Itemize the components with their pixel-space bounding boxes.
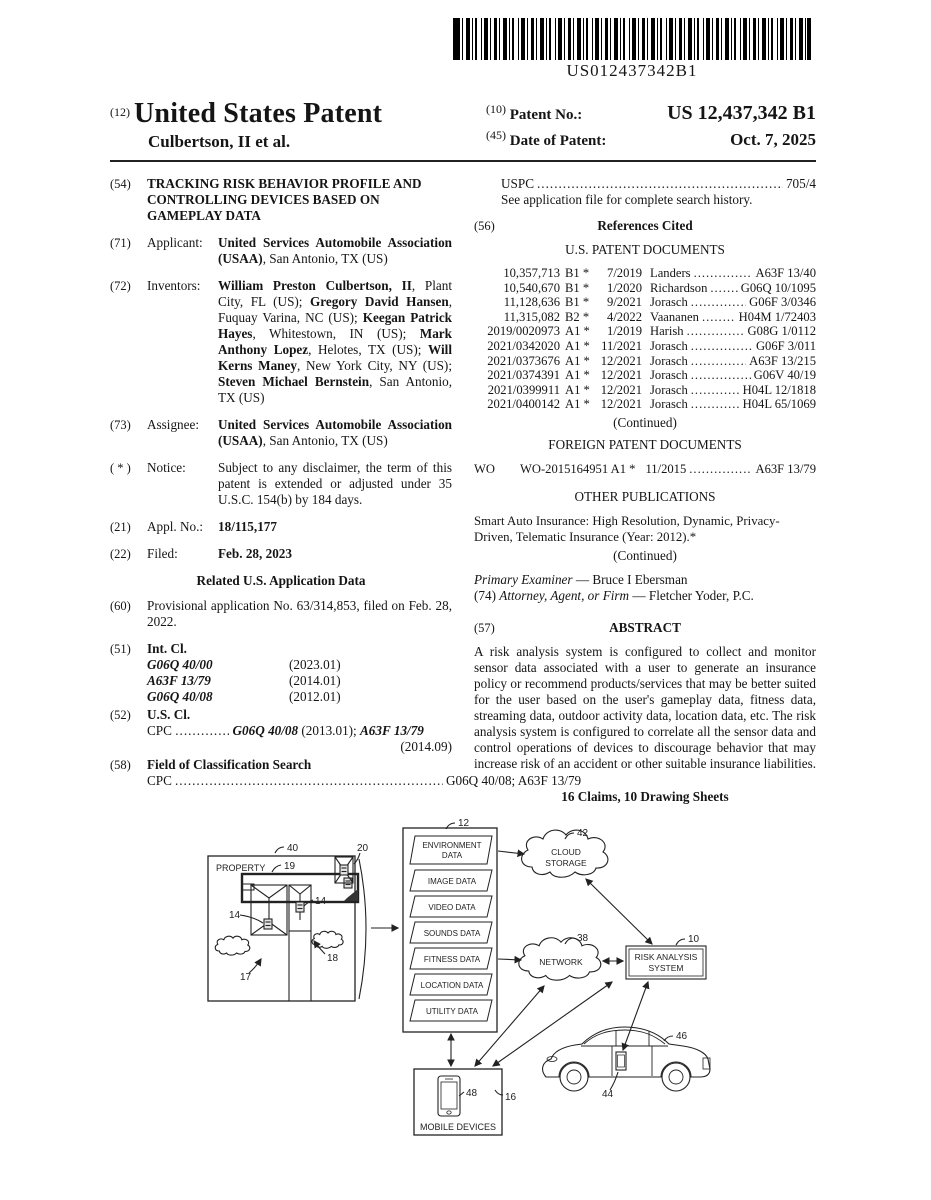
- ref-class: H04M 1/72403: [738, 309, 816, 324]
- references-cited-heading: [474, 218, 816, 234]
- ref-number: 11,128,636: [503, 295, 560, 310]
- svg-text:UTILITY DATA: UTILITY DATA: [425, 1007, 479, 1016]
- ref-kind: B1 *: [565, 295, 590, 310]
- mobile-devices-node: [414, 1069, 517, 1135]
- filed-label: Filed:: [147, 546, 178, 561]
- dot-leader: [687, 324, 745, 339]
- dot-leader: [689, 461, 752, 477]
- ref-date: 4/2022: [607, 309, 642, 324]
- examiner-name: Bruce I Ebersman: [592, 571, 688, 587]
- field-58: (58): [110, 758, 131, 772]
- dot-leader: [175, 773, 443, 789]
- abstract-title: ABSTRACT: [609, 619, 681, 635]
- table-row: [474, 295, 816, 310]
- barcode-block: [453, 18, 811, 81]
- ref-date: 12/2021: [600, 382, 642, 397]
- fos-entry: [110, 757, 582, 789]
- ref-number: 2021/0374391: [487, 368, 560, 383]
- ref-kind: A1 *: [565, 338, 590, 353]
- databox-to-cloud-arrow: [498, 851, 524, 854]
- patent-no-code: (10): [486, 102, 506, 116]
- ref-class: A63F 13/40: [755, 266, 816, 280]
- car-icon: [543, 1027, 710, 1100]
- ref-44: 44: [602, 1089, 614, 1100]
- databox-to-network-arrow: [498, 959, 521, 960]
- foreign-patent-documents-heading: FOREIGN PATENT DOCUMENTS: [548, 436, 742, 452]
- ref-number: 2021/0399911: [487, 382, 560, 397]
- intcl-entry: [110, 641, 452, 705]
- ref-name: Harish: [650, 324, 684, 339]
- appl-no-entry: [110, 519, 452, 535]
- dot-leader: [175, 723, 229, 739]
- related-data-text: Provisional application No. 63/314,853, filed on Feb. 28, 2022.: [147, 598, 452, 629]
- assignee-value: [218, 417, 452, 449]
- abstract-heading: [474, 620, 816, 636]
- foreign-doc-number: WO-2015164951 A1 *: [520, 461, 636, 476]
- cloud-storage-node: [522, 828, 608, 877]
- uscl-code: G06Q 40/08: [232, 723, 299, 738]
- ref-20: 20: [357, 843, 369, 854]
- leader-arrow: [249, 959, 261, 973]
- intcl-code: G06Q 40/08: [147, 689, 213, 704]
- ref-12: 12: [458, 818, 470, 829]
- cloud-storage-label: STORAGE: [545, 858, 587, 868]
- appl-no: 18/115,177: [218, 519, 277, 534]
- ref-kind: A1 *: [565, 382, 590, 397]
- inventors-value: [218, 278, 452, 406]
- dot-leader: [691, 354, 746, 369]
- assignee-entry: [110, 417, 452, 449]
- examiner-label: Primary Examiner: [474, 571, 573, 587]
- ref-date: 9/2021: [607, 295, 642, 310]
- inventor-location: , San Antonio, TX (US): [218, 374, 453, 405]
- attorney-name: Fletcher Yoder, P.C.: [648, 587, 754, 603]
- ref-46: 46: [676, 1031, 688, 1042]
- claims-drawing-sheets-line: 16 Claims, 10 Drawing Sheets: [561, 788, 729, 804]
- dot-leader: [691, 368, 751, 383]
- ref-date: 7/2019: [607, 266, 642, 280]
- svg-text:FITNESS DATA: FITNESS DATA: [423, 955, 481, 964]
- ref-14: 14: [229, 910, 241, 921]
- dot-leader: [691, 339, 753, 354]
- foreign-ref-row: [474, 461, 816, 477]
- inventors-label: Inventors:: [147, 278, 201, 293]
- leader-line: [275, 847, 284, 853]
- cloud-storage-label: CLOUD: [551, 847, 581, 857]
- ref-date: 12/2021: [600, 353, 642, 368]
- ref-class: G06V 40/19: [753, 368, 816, 383]
- assignee-label: Assignee:: [147, 417, 200, 432]
- kind-code: (12): [110, 105, 130, 119]
- house-icon: [289, 885, 311, 931]
- dot-leader: [710, 281, 737, 296]
- continued-note: (Continued): [613, 414, 677, 430]
- table-row: [474, 339, 816, 354]
- ref-date: 12/2021: [600, 397, 642, 412]
- field-74: (74): [474, 587, 496, 603]
- notice-entry: [110, 460, 452, 508]
- patent-no-label: Patent No.:: [509, 107, 583, 123]
- ref-number: 2021/0342020: [487, 338, 560, 353]
- svg-text:IMAGE DATA: IMAGE DATA: [427, 877, 477, 886]
- table-row: [474, 383, 816, 398]
- notice-text: Subject to any disclaimer, the term of this patent is extended or adjusted under 35 U.S.C. 154(b) by 184 days.: [218, 460, 452, 507]
- ref-name: Jorasch: [650, 368, 688, 383]
- see-application-line: See application file for complete search history.: [501, 192, 753, 207]
- fos-cpc-label: CPC: [147, 773, 172, 788]
- uscl-entry: [110, 707, 452, 755]
- date-of-patent: Oct. 7, 2025: [730, 130, 816, 149]
- inventor-location: , Whitestown, IN (US);: [252, 326, 420, 341]
- dot-leader: [691, 383, 740, 398]
- intcl-body: [147, 641, 452, 705]
- driveway: [289, 931, 311, 1001]
- ref-number: 11,315,082: [503, 309, 560, 324]
- field-60: (60): [110, 599, 131, 613]
- inventor-location: , Plant City, FL (US);: [218, 278, 453, 309]
- uscl-continuation: (2014.09): [400, 739, 452, 754]
- intcl-year: (2014.01): [289, 673, 341, 688]
- date-code: (45): [486, 128, 506, 142]
- svg-text:VIDEO DATA: VIDEO DATA: [428, 903, 476, 912]
- other-publications-heading: OTHER PUBLICATIONS: [574, 488, 716, 504]
- applicant-name: United Services Automobile Association (USAA): [218, 235, 452, 266]
- leader-line: [676, 939, 685, 945]
- us-patent-documents-heading: U.S. PATENT DOCUMENTS: [565, 242, 725, 257]
- ref-kind: A1 *: [565, 368, 590, 383]
- ref-name: Richardson: [650, 280, 708, 295]
- figure-drawing: [195, 818, 740, 1155]
- ref-kind: A1 *: [565, 353, 590, 368]
- separator: —: [629, 587, 649, 603]
- ref-name: Jorasch: [650, 338, 688, 353]
- sensor-icon: [296, 902, 304, 912]
- table-row: [474, 354, 816, 369]
- foreign-date: 11/2015: [645, 461, 687, 476]
- appl-no-value: [218, 519, 452, 535]
- field-57: (57): [474, 620, 495, 635]
- ref-class: G06F 3/0346: [749, 295, 816, 310]
- inventor-name: Steven Michael Bernstein: [218, 374, 370, 389]
- network-label: NETWORK: [539, 957, 583, 967]
- table-row: [474, 266, 816, 281]
- attorney-label: Attorney, Agent, or Firm: [499, 587, 630, 603]
- field-72: (72): [110, 279, 131, 293]
- inventors-entry: [110, 278, 452, 406]
- applicant-value: [218, 235, 452, 267]
- first-inventor-line: Culbertson, II et al.: [148, 132, 291, 151]
- inventor-name: Will Kerns Maney: [218, 342, 452, 373]
- separator: —: [572, 571, 593, 587]
- leader-line: [272, 865, 281, 872]
- ref-date: 1/2020: [607, 280, 642, 295]
- intcl-row: [147, 657, 452, 673]
- risk-analysis-system-node: [626, 934, 706, 979]
- intcl-row: [147, 673, 452, 689]
- ref-date: 1/2019: [607, 324, 642, 339]
- dot-leader: [691, 295, 746, 310]
- leader-line: [610, 1072, 618, 1090]
- property-box: [208, 843, 398, 1001]
- svg-text:ENVIRONMENTDATA: ENVIRONMENT DATA: [422, 841, 482, 860]
- ref-38: 38: [577, 933, 589, 944]
- inventor-name: William Preston Culbertson, II: [218, 278, 412, 293]
- applicant-location: , San Antonio, TX (US): [262, 251, 388, 266]
- right-column: [474, 176, 816, 805]
- ref-name: Landers: [650, 266, 691, 280]
- intcl-year: (2012.01): [289, 689, 341, 704]
- table-row: [474, 397, 816, 412]
- ref-kind: B1 *: [565, 280, 590, 295]
- ref-class: H04L 12/1818: [742, 382, 816, 397]
- ref-class: G08G 1/0112: [747, 324, 816, 339]
- ref-kind: A1 *: [565, 397, 590, 412]
- foreign-country: WO: [474, 461, 495, 476]
- ref-name: Jorasch: [650, 295, 688, 310]
- ref-date: 12/2021: [600, 368, 642, 383]
- assignee-location: , San Antonio, TX (US): [262, 433, 388, 448]
- body-columns: [110, 176, 816, 805]
- tree-icon: [312, 931, 343, 948]
- ref-42: 42: [577, 828, 589, 839]
- table-row: [474, 368, 816, 383]
- network-node: [519, 933, 601, 980]
- car-phone-icon: [616, 1052, 626, 1070]
- sensor-data-box: [403, 818, 497, 1032]
- ref-name: Vaananen: [650, 309, 699, 324]
- dot-leader: [537, 176, 783, 192]
- uspc-block: [474, 176, 816, 208]
- ref-19: 19: [284, 861, 296, 872]
- ref-class: G06F 3/011: [755, 338, 816, 353]
- ref-16: 16: [505, 1092, 517, 1103]
- table-row: [474, 281, 816, 296]
- field-21: (21): [110, 520, 131, 534]
- uscl-code: A63F 13/79: [360, 723, 424, 738]
- field-51: (51): [110, 642, 131, 656]
- continued-note: (Continued): [613, 547, 677, 563]
- related-data-entry: [110, 598, 452, 630]
- header-divider: [110, 160, 816, 162]
- related-data-heading: Related U.S. Application Data: [196, 573, 366, 588]
- field-71: (71): [110, 236, 131, 250]
- attorney-line: [474, 588, 816, 604]
- dot-leader: [702, 310, 736, 325]
- filed-date: Feb. 28, 2023: [218, 546, 292, 561]
- intcl-row: [147, 689, 452, 705]
- inventor-name: Gregory David Hansen: [310, 294, 449, 309]
- title-entry: [110, 176, 452, 224]
- us-references-table: [474, 266, 816, 412]
- field-22: (22): [110, 547, 131, 561]
- applicant-entry: [110, 235, 452, 267]
- tree-icon: [215, 936, 250, 955]
- property-bracket: [359, 859, 366, 999]
- ref-kind: A1 *: [565, 324, 590, 339]
- field-73: (73): [110, 418, 131, 432]
- intcl-code: A63F 13/79: [147, 673, 211, 688]
- header-right: [486, 102, 816, 150]
- ref-kind: B1 *: [565, 266, 590, 280]
- ref-number: 2019/0020973: [487, 324, 560, 339]
- risk-label: RISK ANALYSIS: [634, 952, 698, 962]
- risk-label: SYSTEM: [648, 963, 684, 973]
- table-row: [474, 310, 816, 325]
- house-icon: [251, 885, 287, 935]
- ref-class: H04L 65/1069: [742, 397, 816, 412]
- foreign-class: A63F 13/79: [755, 461, 816, 476]
- intcl-label: Int. Cl.: [147, 641, 187, 656]
- invention-title: TRACKING RISK BEHAVIOR PROFILE AND CONTROLLING DEVICES BASED ON GAMEPLAY DATA: [147, 176, 422, 223]
- ref-18: 18: [327, 953, 339, 964]
- dot-leader: [691, 397, 740, 412]
- uscl-label: U.S. Cl.: [147, 707, 191, 722]
- dot-leader: [694, 266, 753, 281]
- intcl-code: G06Q 40/00: [147, 657, 213, 672]
- patent-number: US 12,437,342 B1: [667, 102, 816, 124]
- cloud-risk-arrow: [586, 879, 652, 944]
- fos-value: G06Q 40/08; A63F 13/79: [445, 773, 582, 788]
- date-of-patent-label: Date of Patent:: [509, 133, 607, 149]
- svg-text:LOCATION DATA: LOCATION DATA: [420, 981, 484, 990]
- ref-40: 40: [287, 843, 299, 854]
- uspc-label: USPC: [501, 176, 534, 191]
- barcode-text: US012437342B1: [566, 61, 698, 80]
- abstract-text: A risk analysis system is configured to collect and monitor sensor data associated with a user to generate an insurance policy or recommend products/services that may be better suited for the user based on the user's gameplay data, fitness data, streaming data, outdoor activity data, location data, etc. The risk analysis system is configured to correlate all the sensor data and control operations of devices to discourage behavior that may increase risk of an accident or other suitable insurance liabilities.: [474, 643, 817, 771]
- field-star: ( * ): [110, 461, 131, 475]
- inventor-name: Mark Anthony Lopez: [218, 326, 452, 357]
- ref-10: 10: [688, 934, 700, 945]
- svg-text:SOUNDS DATA: SOUNDS DATA: [423, 929, 481, 938]
- ref-17: 17: [240, 972, 252, 983]
- filed-entry: [110, 546, 452, 562]
- filed-value: [218, 546, 452, 562]
- ref-number: 2021/0373676: [487, 353, 560, 368]
- ref-class: G06Q 10/1095: [740, 280, 816, 295]
- sensor-icon: [264, 919, 272, 929]
- ref-name: Jorasch: [650, 382, 688, 397]
- ref-name: Jorasch: [650, 397, 688, 412]
- ref-date: 11/2021: [601, 338, 642, 353]
- property-label: PROPERTY: [216, 863, 266, 873]
- ref-48: 48: [466, 1088, 478, 1099]
- ref-kind: B2 *: [565, 309, 590, 324]
- references-cited-title: References Cited: [597, 218, 693, 233]
- phone-icon: [438, 1076, 460, 1116]
- field-54: (54): [110, 177, 131, 191]
- other-publication-text: Smart Auto Insurance: High Resolution, Dynamic, Privacy-Driven, Telematic Insurance (Year: 2012).*: [474, 513, 780, 544]
- fos-label: Field of Classification Search: [147, 757, 312, 772]
- header-left: [110, 98, 480, 152]
- appl-no-label: Appl. No.:: [147, 519, 204, 534]
- notice-label: Notice:: [147, 460, 186, 475]
- applicant-label: Applicant:: [147, 235, 203, 250]
- ref-name: Jorasch: [650, 353, 688, 368]
- field-56: (56): [474, 219, 495, 233]
- ref-number: 10,357,713: [503, 266, 560, 280]
- document-type-title: United States Patent: [134, 98, 383, 129]
- field-52: (52): [110, 708, 131, 722]
- inventor-name: Keegan Patrick Hayes: [218, 310, 453, 341]
- barcode-icon: [453, 18, 811, 60]
- inventor-location: , New York City, NY (US);: [296, 358, 452, 373]
- intcl-year: (2023.01): [289, 657, 341, 672]
- ref-number: 10,540,670: [503, 280, 560, 295]
- uscl-year: (2013.01);: [298, 723, 361, 738]
- mobile-devices-label: MOBILE DEVICES: [419, 1122, 497, 1132]
- ref-number: 2021/0400142: [487, 397, 560, 412]
- inventor-location: , Helotes, TX (US);: [308, 342, 429, 357]
- ref-class: A63F 13/215: [749, 353, 816, 368]
- uspc-value: 705/4: [785, 176, 816, 191]
- risk-carphone-arrow: [623, 982, 648, 1050]
- table-row: [474, 324, 816, 339]
- uscl-body: [147, 707, 452, 755]
- assignee-name: United Services Automobile Association (USAA): [218, 417, 452, 448]
- inventor-location: , Fuquay Varina, NC (US);: [218, 294, 452, 325]
- uscl-cpc-label: CPC: [147, 723, 172, 738]
- examiner-line: [474, 572, 816, 588]
- ref-14: 14: [315, 896, 327, 907]
